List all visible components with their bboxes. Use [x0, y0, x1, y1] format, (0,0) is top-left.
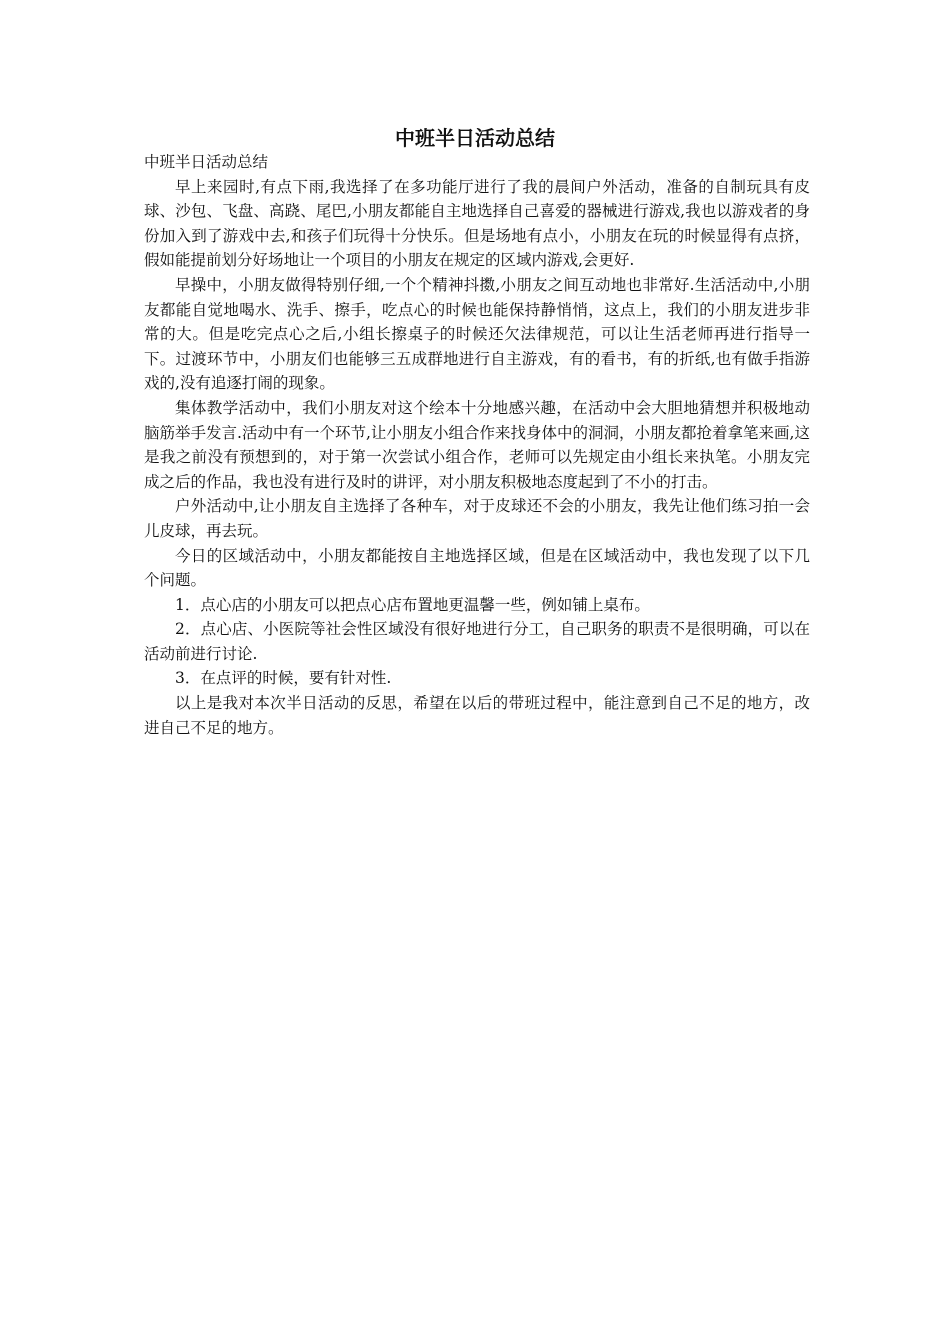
paragraph-issue-1: 1．点心店的小朋友可以把点心店布置地更温馨一些，例如铺上桌布。 — [175, 595, 650, 614]
paragraph-conclusion: 以上是我对本次半日活动的反思，希望在以后的带班过程中，能注意到自己不足的地方，改进自己不足的地方。 — [144, 694, 810, 737]
paragraph-outdoor-activity: 户外活动中,让小朋友自主选择了各种车，对于皮球还不会的小朋友，我先让他们练习拍一会儿皮球，再去玩。 — [144, 497, 810, 540]
document-title: 中班半日活动总结 — [395, 126, 555, 150]
paragraph-issue-2: 2．点心店、小医院等社会性区域没有很好地进行分工，自己职务的职责不是很明确，可以在活动前进行讨论. — [144, 620, 810, 663]
paragraph-issue-3: 3．在点评的时候，要有针对性. — [175, 669, 392, 688]
paragraph-exercise-life: 早操中，小朋友做得特别仔细,一个个精神抖擞,小朋友之间互动地也非常好.生活活动中,小朋友都能自觉地喝水、洗手、擦手，吃点心的时候也能保持静悄悄，这点上，我们的小朋友进步非常的大。但是吃完点心之后,小组长擦桌子的时候还欠法律规范，可以让生活老师再进行指导一下。过渡环节中，小朋友们也能够三五成群地进行自主游戏，有的看书，有的折纸,也有做手指游戏的,没有追逐打闹的现象。 — [144, 275, 810, 393]
paragraph-morning-outdoor: 早上来园时,有点下雨,我选择了在多功能厅进行了我的晨间户外活动，准备的自制玩具有皮球、沙包、飞盘、高跷、尾巴,小朋友都能自主地选择自己喜爱的器械进行游戏,我也以游戏者的身份加入到了游戏中去,和孩子们玩得十分快乐。但是场地有点小，小朋友在玩的时候显得有点挤，假如能提前划分好场地让一个项目的小朋友在规定的区域内游戏,会更好. — [144, 177, 810, 270]
document-body — [144, 150, 810, 740]
paragraph-area-activity: 今日的区域活动中，小朋友都能按自主地选择区域，但是在区域活动中，我也发现了以下几个问题。 — [144, 546, 810, 590]
document-subtitle: 中班半日活动总结 — [144, 153, 269, 171]
paragraph-group-teaching: 集体教学活动中，我们小朋友对这个绘本十分地感兴趣，在活动中会大胆地猜想并积极地动脑筋举手发言.活动中有一个环节,让小朋友小组合作来找身体中的洞洞，小朋友都抢着拿笔来画,这是我之前没有预想到的，对于第一次尝试小组合作，老师可以先规定由小组长来执笔。小朋友完成之后的作品，我也没有进行及时的讲评，对小朋友积极地态度起到了不小的打击。 — [144, 398, 810, 491]
